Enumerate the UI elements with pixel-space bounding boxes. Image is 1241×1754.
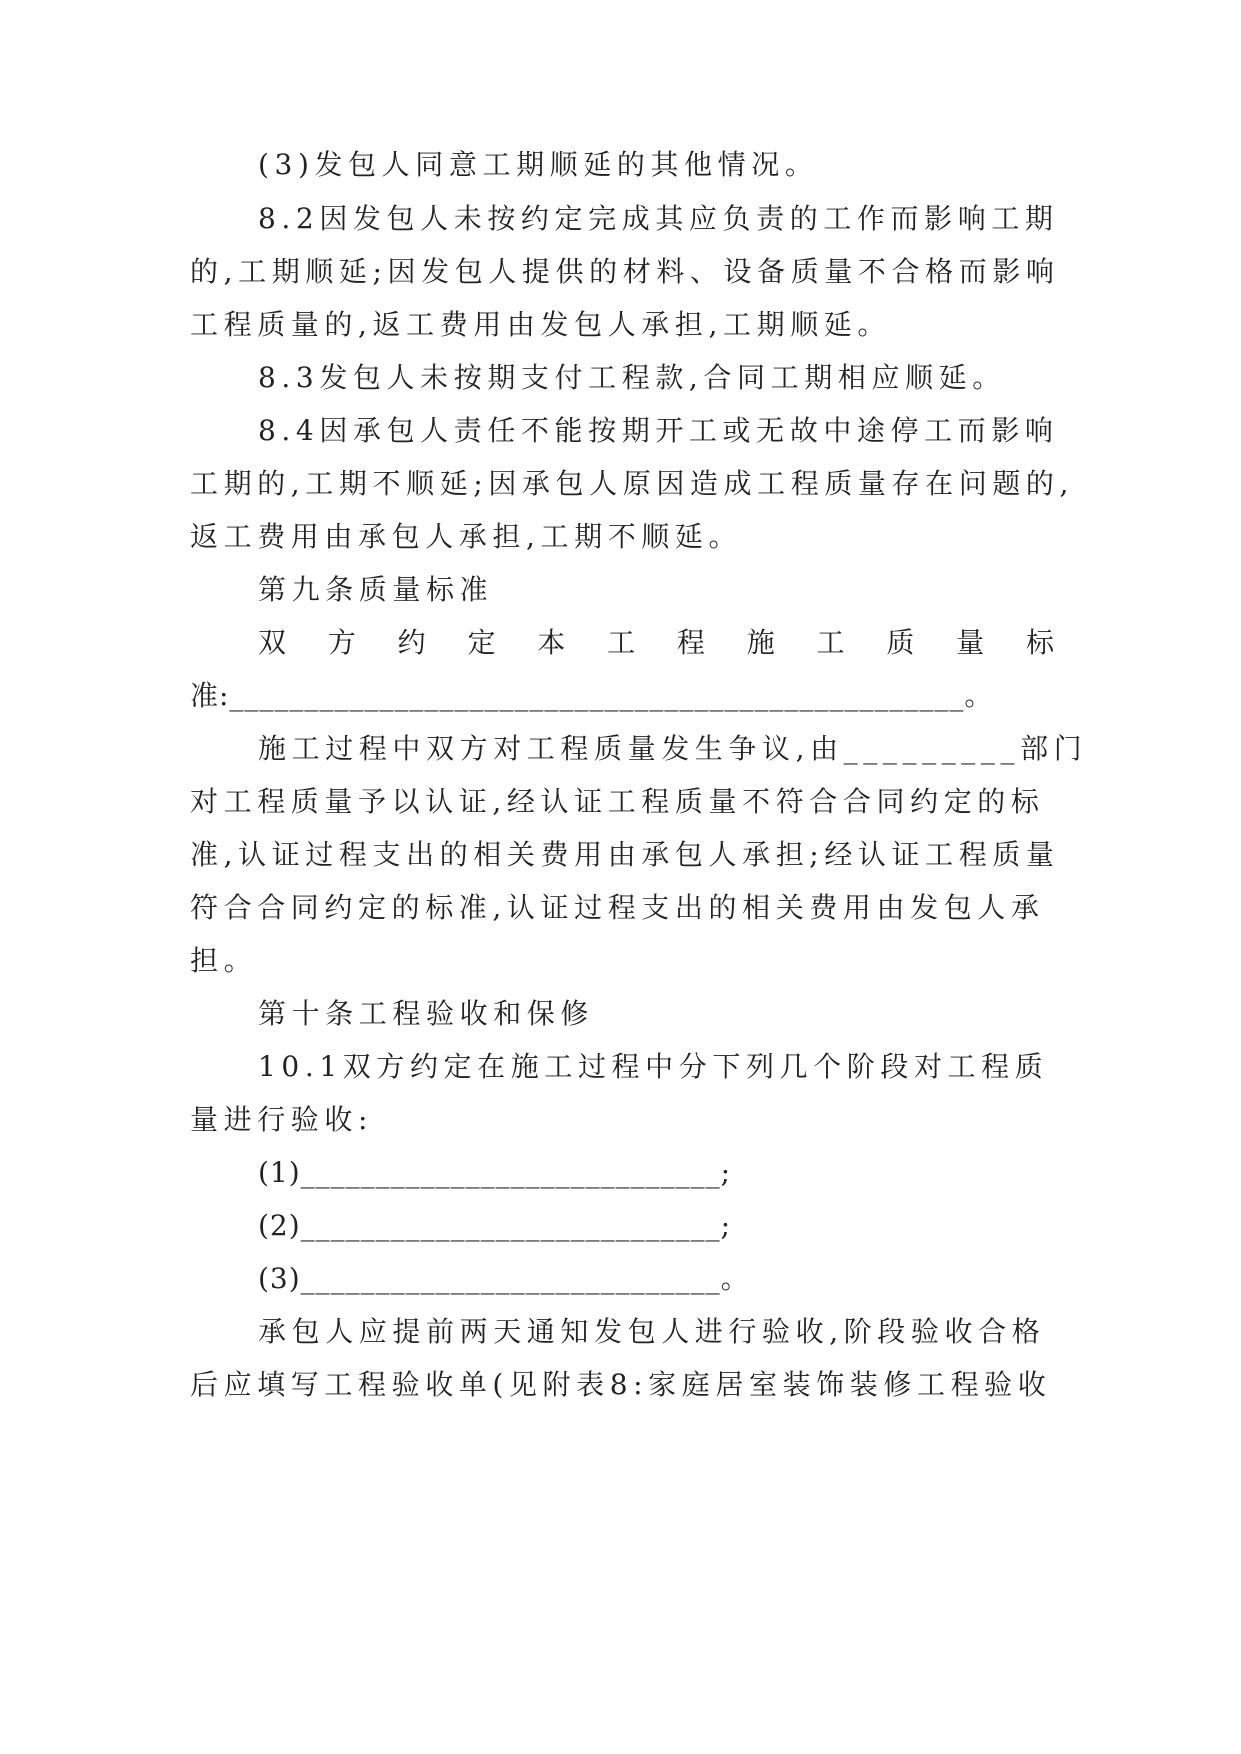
spread-char: 定 <box>467 626 496 659</box>
spread-char: 标 <box>1025 626 1054 659</box>
section-heading: 第九条质量标准 <box>258 573 494 606</box>
spread-char: 量 <box>956 626 985 659</box>
text-line: 担。 <box>190 944 258 977</box>
spread-char: 质 <box>886 626 915 659</box>
text-line: 后应填写工程验收单(见附表8:家庭居室装饰装修工程验收 <box>190 1368 1052 1401</box>
list-item: (1)____________________________; <box>258 1156 732 1189</box>
list-item: (3)____________________________。 <box>258 1262 750 1295</box>
section-heading: 第十条工程验收和保修 <box>258 997 595 1030</box>
text-line-blank: 准:_________________________________________________。 <box>190 679 994 712</box>
spread-char: 约 <box>397 626 426 659</box>
list-item: (2)____________________________; <box>258 1209 732 1242</box>
text-line: 工期的,工期不顺延;因承包人原因造成工程质量存在问题的, <box>190 467 1075 500</box>
text-line: 8.3发包人未按期支付工程款,合同工期相应顺延。 <box>258 361 1006 394</box>
text-line: 8.4因承包人责任不能按期开工或无故中途停工而影响 <box>258 414 1059 447</box>
spread-char: 施 <box>746 626 775 659</box>
spread-char: 本 <box>537 626 566 659</box>
text-line: 工程质量的,返工费用由发包人承担,工期顺延。 <box>190 308 892 341</box>
spread-char: 程 <box>676 626 705 659</box>
text-line: 对工程质量予以认证,经认证工程质量不符合合同约定的标 <box>190 785 1045 818</box>
spread-char: 工 <box>816 626 845 659</box>
text-line: (3)发包人同意工期顺延的其他情况。 <box>258 148 819 181</box>
text-line: 10.1双方约定在施工过程中分下列几个阶段对工程质 <box>258 1050 1049 1083</box>
text-line: 承包人应提前两天通知发包人进行验收,阶段验收合格 <box>258 1315 1046 1348</box>
spread-char: 双 <box>258 626 287 659</box>
text-line: 施工过程中双方对工程质量发生争议,由_________部门 <box>258 732 1088 765</box>
spread-line <box>190 626 1054 659</box>
spread-char: 工 <box>607 626 636 659</box>
spread-char: 方 <box>327 626 356 659</box>
text-line: 返工费用由承包人承担,工期不顺延。 <box>190 520 743 553</box>
text-line: 准,认证过程支出的相关费用由承包人承担;经认证工程质量 <box>190 838 1060 871</box>
text-line: 量进行验收: <box>190 1103 374 1136</box>
text-line: 8.2因发包人未按约定完成其应负责的工作而影响工期 <box>258 202 1059 235</box>
text-line: 符合合同约定的标准,认证过程支出的相关费用由发包人承 <box>190 891 1045 924</box>
text-line: 的,工期顺延;因发包人提供的材料、设备质量不合格而影响 <box>190 255 1060 288</box>
